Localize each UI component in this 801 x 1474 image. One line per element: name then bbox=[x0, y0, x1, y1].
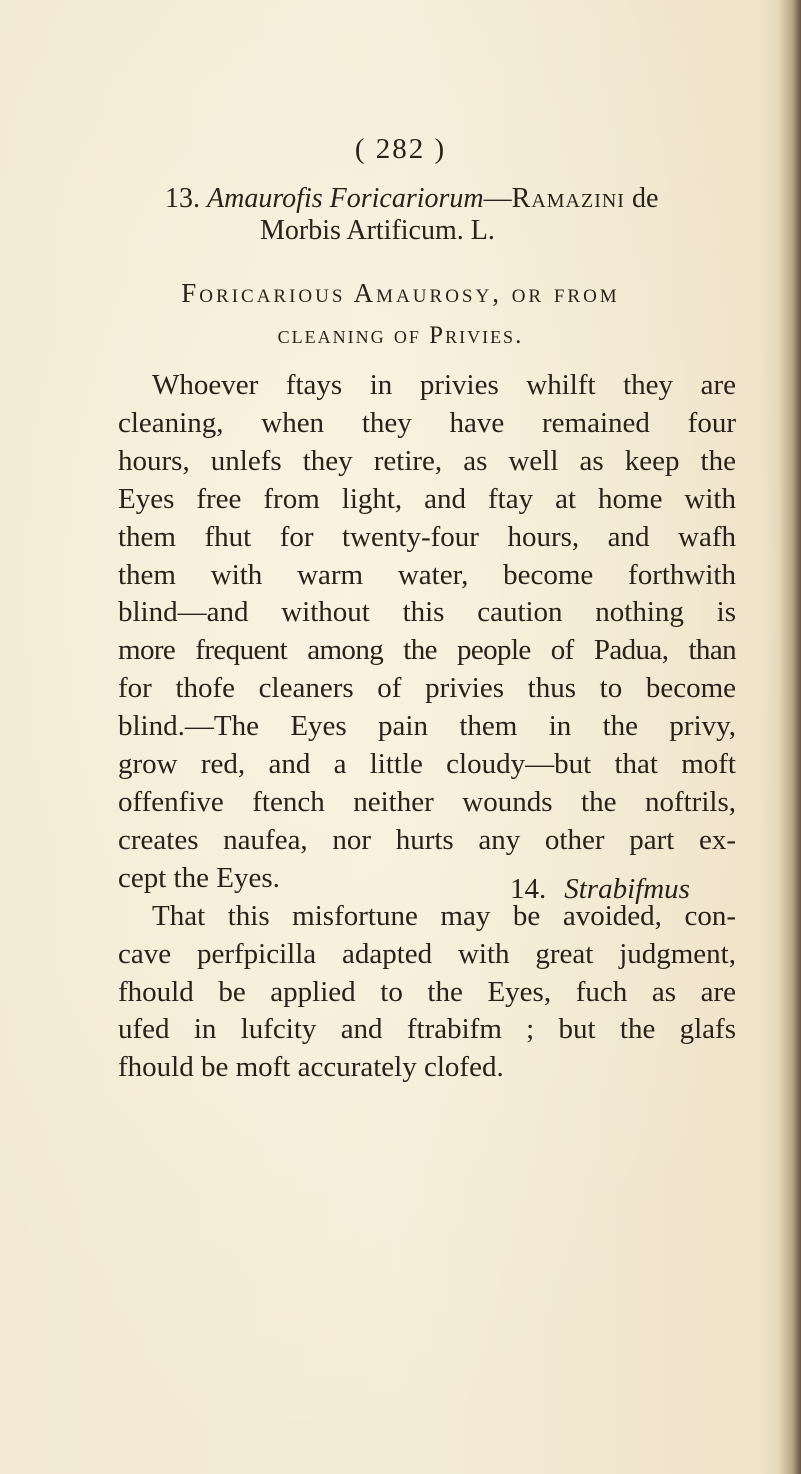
section-heading-line2: cleaning of Privies. bbox=[277, 322, 524, 349]
body-line: grow red, and a little cloudy—but that moft bbox=[118, 748, 736, 781]
entry-author: Ramazini bbox=[511, 183, 625, 214]
body-line: Whoever ftays in privies whilft they are bbox=[152, 369, 736, 401]
body-line: them fhut for twenty-four hours, and wafh bbox=[118, 520, 736, 553]
body-text bbox=[118, 367, 736, 1087]
entry-source-de: de bbox=[631, 183, 659, 214]
body-line: cleaning, when they have remained four bbox=[118, 406, 736, 439]
body-line: hours, unlefs they retire, as well as keep the bbox=[118, 444, 736, 477]
entry-latin-name: Amaurofis Foricariorum bbox=[207, 183, 484, 214]
body-line: blind.—The Eyes pain them in the privy, bbox=[118, 710, 736, 743]
body-line: cave perfpicilla adapted with great judgment, bbox=[118, 937, 736, 970]
body-line: fhould be moft accurately clofed. bbox=[118, 1051, 504, 1084]
body-line: them with warm water, become forthwith bbox=[118, 558, 736, 591]
entry-title bbox=[165, 183, 755, 215]
catchword-text: Strabifmus bbox=[564, 873, 690, 905]
page-edge-shadow bbox=[779, 0, 801, 1474]
section-heading-line1: Foricarious Amaurosy, or from bbox=[181, 278, 620, 308]
catchword bbox=[510, 873, 690, 906]
body-line: blind—and without this caution nothing is bbox=[118, 596, 736, 629]
body-line: more frequent among the people of Padua, than bbox=[118, 634, 736, 667]
body-line: ufed in lufcity and ftrabifm ; but the glafs bbox=[118, 1013, 736, 1046]
body-line: for thofe cleaners of privies thus to become bbox=[118, 672, 736, 705]
body-line: offenfive ftench neither wounds the noftrils, bbox=[118, 785, 736, 818]
body-line: That this misfortune may be avoided, con- bbox=[152, 899, 736, 932]
catchword-number: 14. bbox=[510, 873, 547, 905]
body-line: fhould be applied to the Eyes, fuch as are bbox=[118, 975, 736, 1008]
body-line: cept the Eyes. bbox=[118, 861, 280, 894]
entry-number: 13. bbox=[165, 183, 200, 214]
body-line: Eyes free from light, and ftay at home with bbox=[118, 482, 736, 515]
body-line: creates naufea, nor hurts any other part ex- bbox=[118, 823, 736, 856]
page-number: ( 282 ) bbox=[354, 133, 447, 165]
entry-dash: — bbox=[483, 183, 512, 214]
entry-source: Morbis Artificum. L. bbox=[260, 215, 495, 246]
